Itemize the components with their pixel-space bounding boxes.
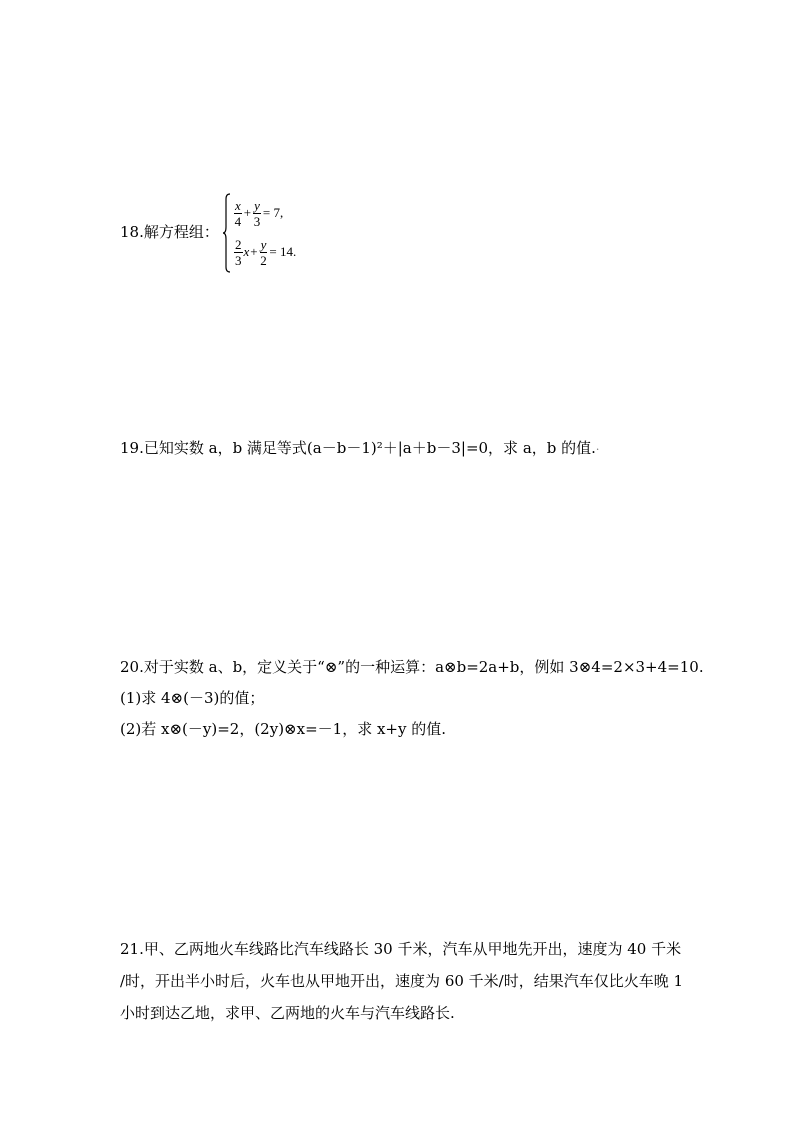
equation-1-rhs: = 7, bbox=[262, 205, 284, 220]
question-21-line-2: /时，开出半小时后，火车也从甲地开出，速度为 60 千米/时，结果汽车仅比火车晚 1 bbox=[120, 972, 684, 990]
fraction-y-over-3: $\frac{y}{3}$ bbox=[253, 197, 261, 229]
plus-sign: + bbox=[243, 205, 252, 220]
system-brace bbox=[223, 193, 231, 273]
paragraph-mark: · bbox=[595, 443, 600, 456]
fraction-x-over-4: $\frac{x}{4}$ bbox=[234, 197, 242, 229]
question-18-label: 18.解方程组： bbox=[120, 223, 219, 241]
question-20-part-1: (1)求 4⊗(－3)的值； bbox=[120, 689, 265, 707]
question-21-line-3: 小时到达乙地，求甲、乙两地的火车与汽车线路长. bbox=[120, 1004, 455, 1022]
question-21 bbox=[120, 933, 683, 1029]
question-21-line-1: 21.甲、乙两地火车线路比汽车线路长 30 千米，汽车从甲地先开出，速度为 40 千米 bbox=[120, 940, 682, 958]
variable-x: x bbox=[243, 244, 250, 259]
fraction-2-over-3: $\frac{2}{3}$ bbox=[235, 236, 242, 268]
equation-2-rhs: = 14. bbox=[269, 244, 297, 259]
question-20-line-1: 20.对于实数 a、b，定义关于“⊗”的一种运算：a⊗b=2a+b，例如 3⊗4=2×3+4=10. bbox=[120, 658, 704, 676]
equation-2 bbox=[233, 234, 297, 270]
question-19 bbox=[120, 437, 599, 458]
question-19-text: 19.已知实数 a，b 满足等式(a－b－1)²＋|a＋b－3|=0，求 a，b 的值. bbox=[120, 439, 596, 457]
question-20 bbox=[120, 652, 704, 745]
equation-1 bbox=[233, 195, 284, 231]
plus-sign: + bbox=[250, 244, 258, 259]
fraction-y-over-2: $\frac{y}{2}$ bbox=[260, 236, 267, 268]
question-20-part-2: (2)若 x⊗(－y)=2，(2y)⊗x=－1，求 x+y 的值. bbox=[120, 720, 447, 738]
